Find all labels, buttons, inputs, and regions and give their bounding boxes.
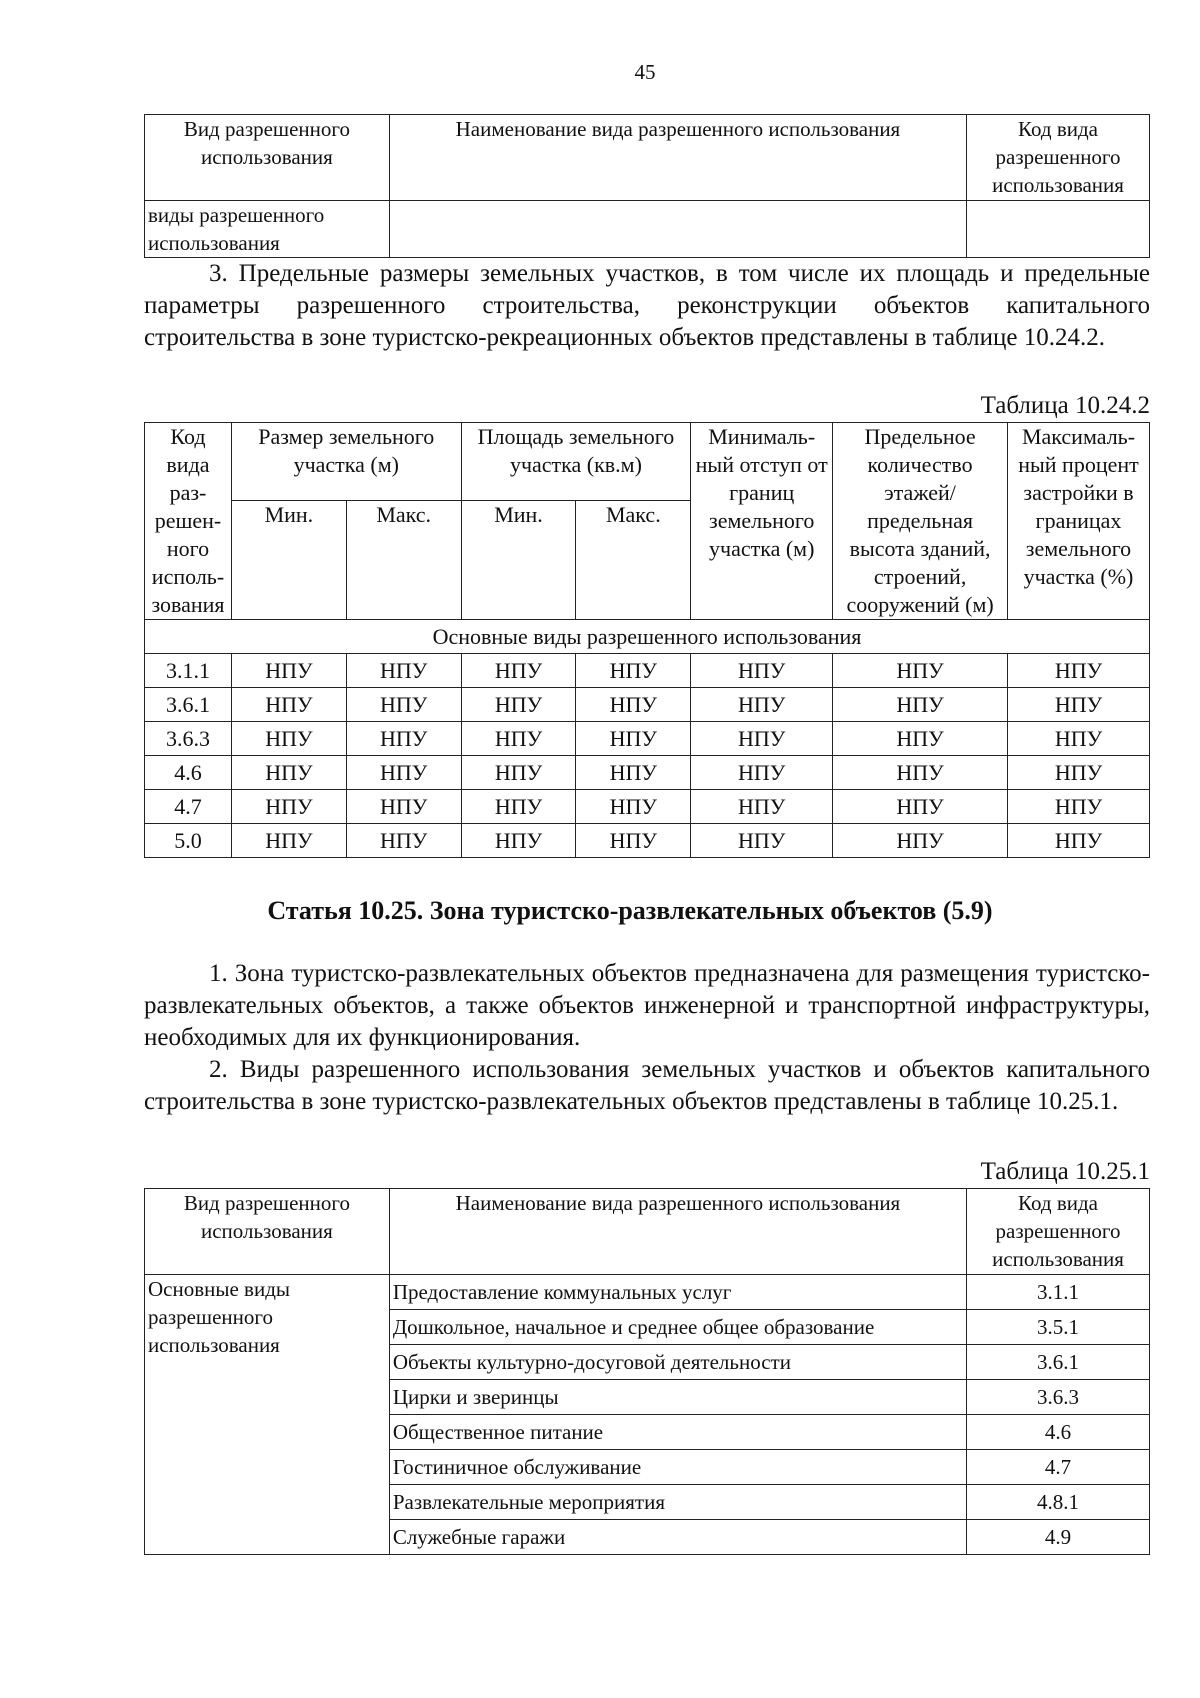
value-cell: НПУ bbox=[691, 756, 833, 790]
article-paragraphs bbox=[144, 958, 1150, 1118]
table-row bbox=[145, 654, 1150, 688]
paragraph-1: 1. Зона туристско-развлекательных объектов предназначена для размещения туристско-развлекательных объектов, а также объектов инженерной и транспортной инфраструктуры, необходимых для их функционирования. bbox=[144, 960, 1150, 1051]
use-name-cell: Развлекательные мероприятия bbox=[389, 1485, 966, 1520]
paragraph-2: 2. Виды разрешенного использования земельных участков и объектов капитального строительства в зоне туристско-развлекательных объектов представлены в таблице 10.25.1. bbox=[144, 1056, 1150, 1115]
value-cell: НПУ bbox=[1007, 722, 1149, 756]
paragraph-3: 3. Предельные размеры земельных участков, в том числе их площадь и предельные параметры разрешенного строительства, реконструкции объектов капитального строительства в зоне туристско-рекреационных объектов представлены в таблице 10.24.2. bbox=[144, 260, 1150, 351]
use-code-cell: 4.9 bbox=[967, 1520, 1150, 1555]
value-cell: НПУ bbox=[1007, 824, 1149, 858]
header-cell-type: Вид разрешенного использования bbox=[145, 115, 390, 201]
code-cell: 4.7 bbox=[145, 790, 232, 824]
table-cell bbox=[389, 201, 966, 258]
value-cell: НПУ bbox=[833, 654, 1008, 688]
use-name-cell: Дошкольное, начальное и среднее общее образование bbox=[389, 1310, 966, 1345]
use-code-cell: 4.8.1 bbox=[967, 1485, 1150, 1520]
header-cell-code: Код вида разрешенного использования bbox=[967, 115, 1150, 201]
value-cell: НПУ bbox=[1007, 790, 1149, 824]
group-cell: Основные виды разрешенного использования bbox=[145, 1275, 390, 1555]
value-cell: НПУ bbox=[576, 824, 691, 858]
value-cell: НПУ bbox=[576, 688, 691, 722]
value-cell: НПУ bbox=[461, 756, 576, 790]
table-row bbox=[145, 201, 1150, 258]
header-cell-code: Код вида раз- решен- ного исполь- зования bbox=[145, 423, 232, 620]
table-10-25-1 bbox=[144, 1188, 1150, 1555]
use-name-cell: Общественное питание bbox=[389, 1415, 966, 1450]
table-header-row bbox=[145, 115, 1150, 201]
code-cell: 3.1.1 bbox=[145, 654, 232, 688]
use-code-cell: 4.7 bbox=[967, 1450, 1150, 1485]
value-cell: НПУ bbox=[231, 790, 346, 824]
value-cell: НПУ bbox=[691, 654, 833, 688]
header-cell-percent: Максималь- ный процент застройки в границах земельного участка (%) bbox=[1007, 423, 1149, 620]
header-cell-name: Наименование вида разрешенного использования bbox=[389, 1189, 966, 1275]
table-caption-10-25-1: Таблица 10.25.1 bbox=[980, 1158, 1150, 1185]
value-cell: НПУ bbox=[346, 756, 461, 790]
use-name-cell: Объекты культурно-досуговой деятельности bbox=[389, 1345, 966, 1380]
header-cell-offset: Минималь- ный отступ от границ земельного участка (м) bbox=[691, 423, 833, 620]
value-cell: НПУ bbox=[346, 688, 461, 722]
value-cell: НПУ bbox=[691, 688, 833, 722]
table-row bbox=[145, 824, 1150, 858]
table-10-24-2 bbox=[144, 422, 1150, 858]
code-cell: 3.6.3 bbox=[145, 722, 232, 756]
use-name-cell: Цирки и зверинцы bbox=[389, 1380, 966, 1415]
value-cell: НПУ bbox=[231, 722, 346, 756]
value-cell: НПУ bbox=[231, 688, 346, 722]
value-cell: НПУ bbox=[1007, 654, 1149, 688]
value-cell: НПУ bbox=[346, 790, 461, 824]
value-cell: НПУ bbox=[833, 722, 1008, 756]
value-cell: НПУ bbox=[691, 790, 833, 824]
use-name-cell: Гостиничное обслуживание bbox=[389, 1450, 966, 1485]
value-cell: НПУ bbox=[576, 756, 691, 790]
use-code-cell: 3.1.1 bbox=[967, 1275, 1150, 1310]
section-label: Основные виды разрешенного использования bbox=[145, 620, 1150, 654]
header-cell-size-max: Макс. bbox=[346, 501, 461, 620]
value-cell: НПУ bbox=[231, 756, 346, 790]
value-cell: НПУ bbox=[461, 824, 576, 858]
use-code-cell: 4.6 bbox=[967, 1415, 1150, 1450]
value-cell: НПУ bbox=[1007, 688, 1149, 722]
header-cell-floors: Предельное количество этажей/ предельная высота зданий, строений, сооружений (м) bbox=[833, 423, 1008, 620]
code-cell: 3.6.1 bbox=[145, 688, 232, 722]
header-cell-area: Площадь земельного участка (кв.м) bbox=[461, 423, 691, 501]
header-cell-size-min: Мин. bbox=[231, 501, 346, 620]
value-cell: НПУ bbox=[461, 688, 576, 722]
table-cell: виды разрешенного использования bbox=[145, 201, 390, 258]
table-row bbox=[145, 722, 1150, 756]
table-row bbox=[145, 790, 1150, 824]
use-name-cell: Предоставление коммунальных услуг bbox=[389, 1275, 966, 1310]
value-cell: НПУ bbox=[231, 824, 346, 858]
table-header-row bbox=[145, 1189, 1150, 1275]
table-cell bbox=[967, 201, 1150, 258]
table-caption-10-24-2: Таблица 10.24.2 bbox=[980, 392, 1150, 419]
value-cell: НПУ bbox=[346, 824, 461, 858]
value-cell: НПУ bbox=[691, 722, 833, 756]
page-number: 45 bbox=[634, 60, 656, 84]
table-row bbox=[145, 688, 1150, 722]
value-cell: НПУ bbox=[1007, 756, 1149, 790]
value-cell: НПУ bbox=[346, 722, 461, 756]
value-cell: НПУ bbox=[461, 722, 576, 756]
value-cell: НПУ bbox=[461, 654, 576, 688]
table-continued bbox=[144, 114, 1150, 258]
header-cell-area-min: Мин. bbox=[461, 501, 576, 620]
value-cell: НПУ bbox=[576, 654, 691, 688]
value-cell: НПУ bbox=[833, 688, 1008, 722]
table-section-row bbox=[145, 620, 1150, 654]
header-cell-size: Размер земельного участка (м) bbox=[231, 423, 461, 501]
use-name-cell: Служебные гаражи bbox=[389, 1520, 966, 1555]
use-code-cell: 3.6.3 bbox=[967, 1380, 1150, 1415]
value-cell: НПУ bbox=[833, 824, 1008, 858]
value-cell: НПУ bbox=[231, 654, 346, 688]
use-code-cell: 3.5.1 bbox=[967, 1310, 1150, 1345]
value-cell: НПУ bbox=[346, 654, 461, 688]
table-body bbox=[145, 654, 1150, 858]
table-row bbox=[145, 756, 1150, 790]
value-cell: НПУ bbox=[576, 790, 691, 824]
paragraph-3-block bbox=[144, 258, 1150, 354]
value-cell: НПУ bbox=[461, 790, 576, 824]
value-cell: НПУ bbox=[691, 824, 833, 858]
value-cell: НПУ bbox=[833, 790, 1008, 824]
table-header-row bbox=[145, 423, 1150, 501]
value-cell: НПУ bbox=[833, 756, 1008, 790]
value-cell: НПУ bbox=[576, 722, 691, 756]
header-cell-name: Наименование вида разрешенного использования bbox=[389, 115, 966, 201]
table-row bbox=[145, 1275, 1150, 1310]
use-code-cell: 3.6.1 bbox=[967, 1345, 1150, 1380]
table-body bbox=[145, 1275, 1150, 1555]
code-cell: 4.6 bbox=[145, 756, 232, 790]
code-cell: 5.0 bbox=[145, 824, 232, 858]
header-cell-area-max: Макс. bbox=[576, 501, 691, 620]
header-cell-type: Вид разрешенного использования bbox=[145, 1189, 390, 1275]
article-title: Статья 10.25. Зона туристско-развлекательных объектов (5.9) bbox=[267, 896, 993, 925]
header-cell-code: Код вида разрешенного использования bbox=[967, 1189, 1150, 1275]
